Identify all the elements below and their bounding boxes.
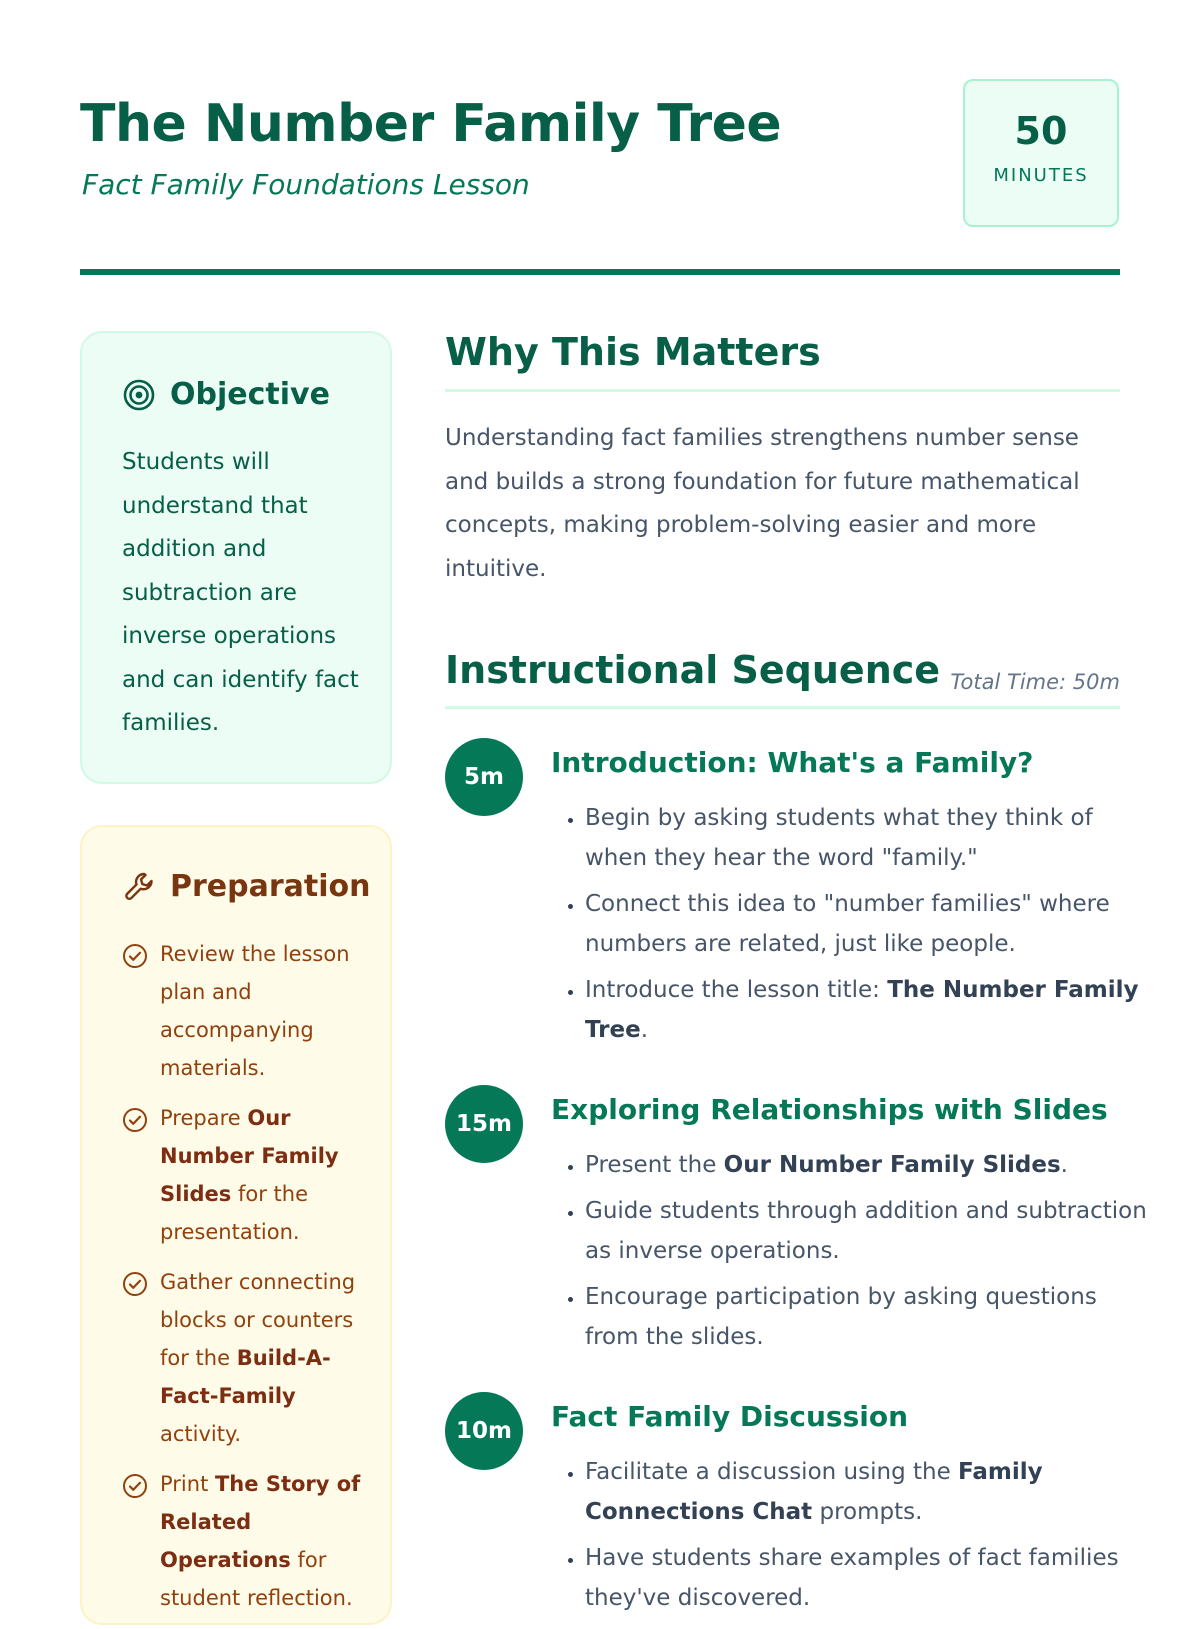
target-icon [122, 378, 156, 412]
preparation-item [122, 1263, 382, 1453]
preparation-item-text: Gather connecting blocks or counters for the Build-A-Fact-Family activity. [160, 1270, 356, 1446]
objective-card [80, 331, 392, 784]
check-circle-icon [122, 1271, 148, 1297]
step-title: Exploring Relationships with Slides [551, 1093, 1108, 1126]
duration-value: 50 [1014, 109, 1068, 153]
step-bullet: • Encourage participation by asking questions from the slides. [585, 1277, 1151, 1357]
step-time-badge: 10m [445, 1392, 523, 1470]
step-bullet: • Have students share examples of fact families they've discovered. [585, 1538, 1151, 1618]
discussion-prompts-reference: Family Connections Chat [585, 1459, 1043, 1525]
preparation-card [80, 825, 392, 1625]
preparation-item-text: Print The Story of Related Operations for student reflection. [160, 1472, 361, 1610]
page-subtitle: Fact Family Foundations Lesson [82, 168, 530, 201]
check-circle-icon [122, 1107, 148, 1133]
wrench-icon [122, 870, 156, 904]
page-title: The Number Family Tree [80, 94, 782, 154]
check-circle-icon [122, 943, 148, 969]
duration-badge [963, 79, 1119, 227]
objective-title: Objective [170, 377, 330, 412]
lesson-title-reference: The Number Family Tree [585, 977, 1139, 1043]
preparation-item [122, 1099, 382, 1251]
preparation-list [122, 935, 382, 1629]
preparation-item [122, 1465, 382, 1617]
activity-name: Build-A-Fact-Family [160, 1346, 331, 1408]
step-title: Introduction: What's a Family? [551, 746, 1034, 779]
step-bullets [551, 798, 1151, 1056]
slides-reference: Our Number Family Slides [723, 1152, 1061, 1178]
step-bullet: • Facilitate a discussion using the Family Connections Chat prompts. [585, 1452, 1151, 1532]
slides-resource-name: Our Number Family Slides [160, 1106, 339, 1206]
step-bullets [551, 1452, 1151, 1624]
step-bullet: • Present the Our Number Family Slides. [585, 1145, 1151, 1185]
preparation-item [122, 935, 382, 1087]
objective-text: Students will understand that addition and subtraction are inverse operations and can identify fact families. [122, 449, 359, 736]
sequence-divider [445, 706, 1120, 709]
preparation-header [122, 869, 370, 904]
total-time: Total Time: 50m [950, 670, 1120, 694]
preparation-item-text: Review the lesson plan and accompanying materials. [160, 942, 350, 1080]
step-time-badge: 5m [445, 738, 523, 816]
preparation-title: Preparation [170, 869, 371, 904]
preparation-item-text: Prepare Our Number Family Slides for the presentation. [160, 1106, 339, 1244]
why-matters-text: Understanding fact families strengthens number sense and builds a strong foundation for future mathematical concepts, making problem-solving easier and more intuitive. [445, 425, 1080, 582]
step-title: Fact Family Discussion [551, 1400, 908, 1433]
header-divider [80, 269, 1120, 275]
lesson-plan-page [80, 0, 1147, 1611]
why-matters-heading: Why This Matters [445, 330, 821, 374]
sequence-heading: Instructional Sequence [445, 648, 941, 692]
step-bullets [551, 1145, 1151, 1363]
worksheet-name: The Story of Related Operations [160, 1472, 361, 1572]
step-bullet: • Introduce the lesson title: The Number Family Tree. [585, 970, 1151, 1050]
check-circle-icon [122, 1473, 148, 1499]
step-bullet: • Connect this idea to "number families" where numbers are related, just like people. [585, 884, 1151, 964]
step-bullet: • Begin by asking students what they think of when they hear the word "family." [585, 798, 1151, 878]
step-time-badge: 15m [445, 1085, 523, 1163]
duration-unit: MINUTES [993, 165, 1089, 186]
why-matters-divider [445, 389, 1120, 392]
objective-header [122, 377, 330, 412]
step-bullet: • Guide students through addition and subtraction as inverse operations. [585, 1191, 1151, 1271]
